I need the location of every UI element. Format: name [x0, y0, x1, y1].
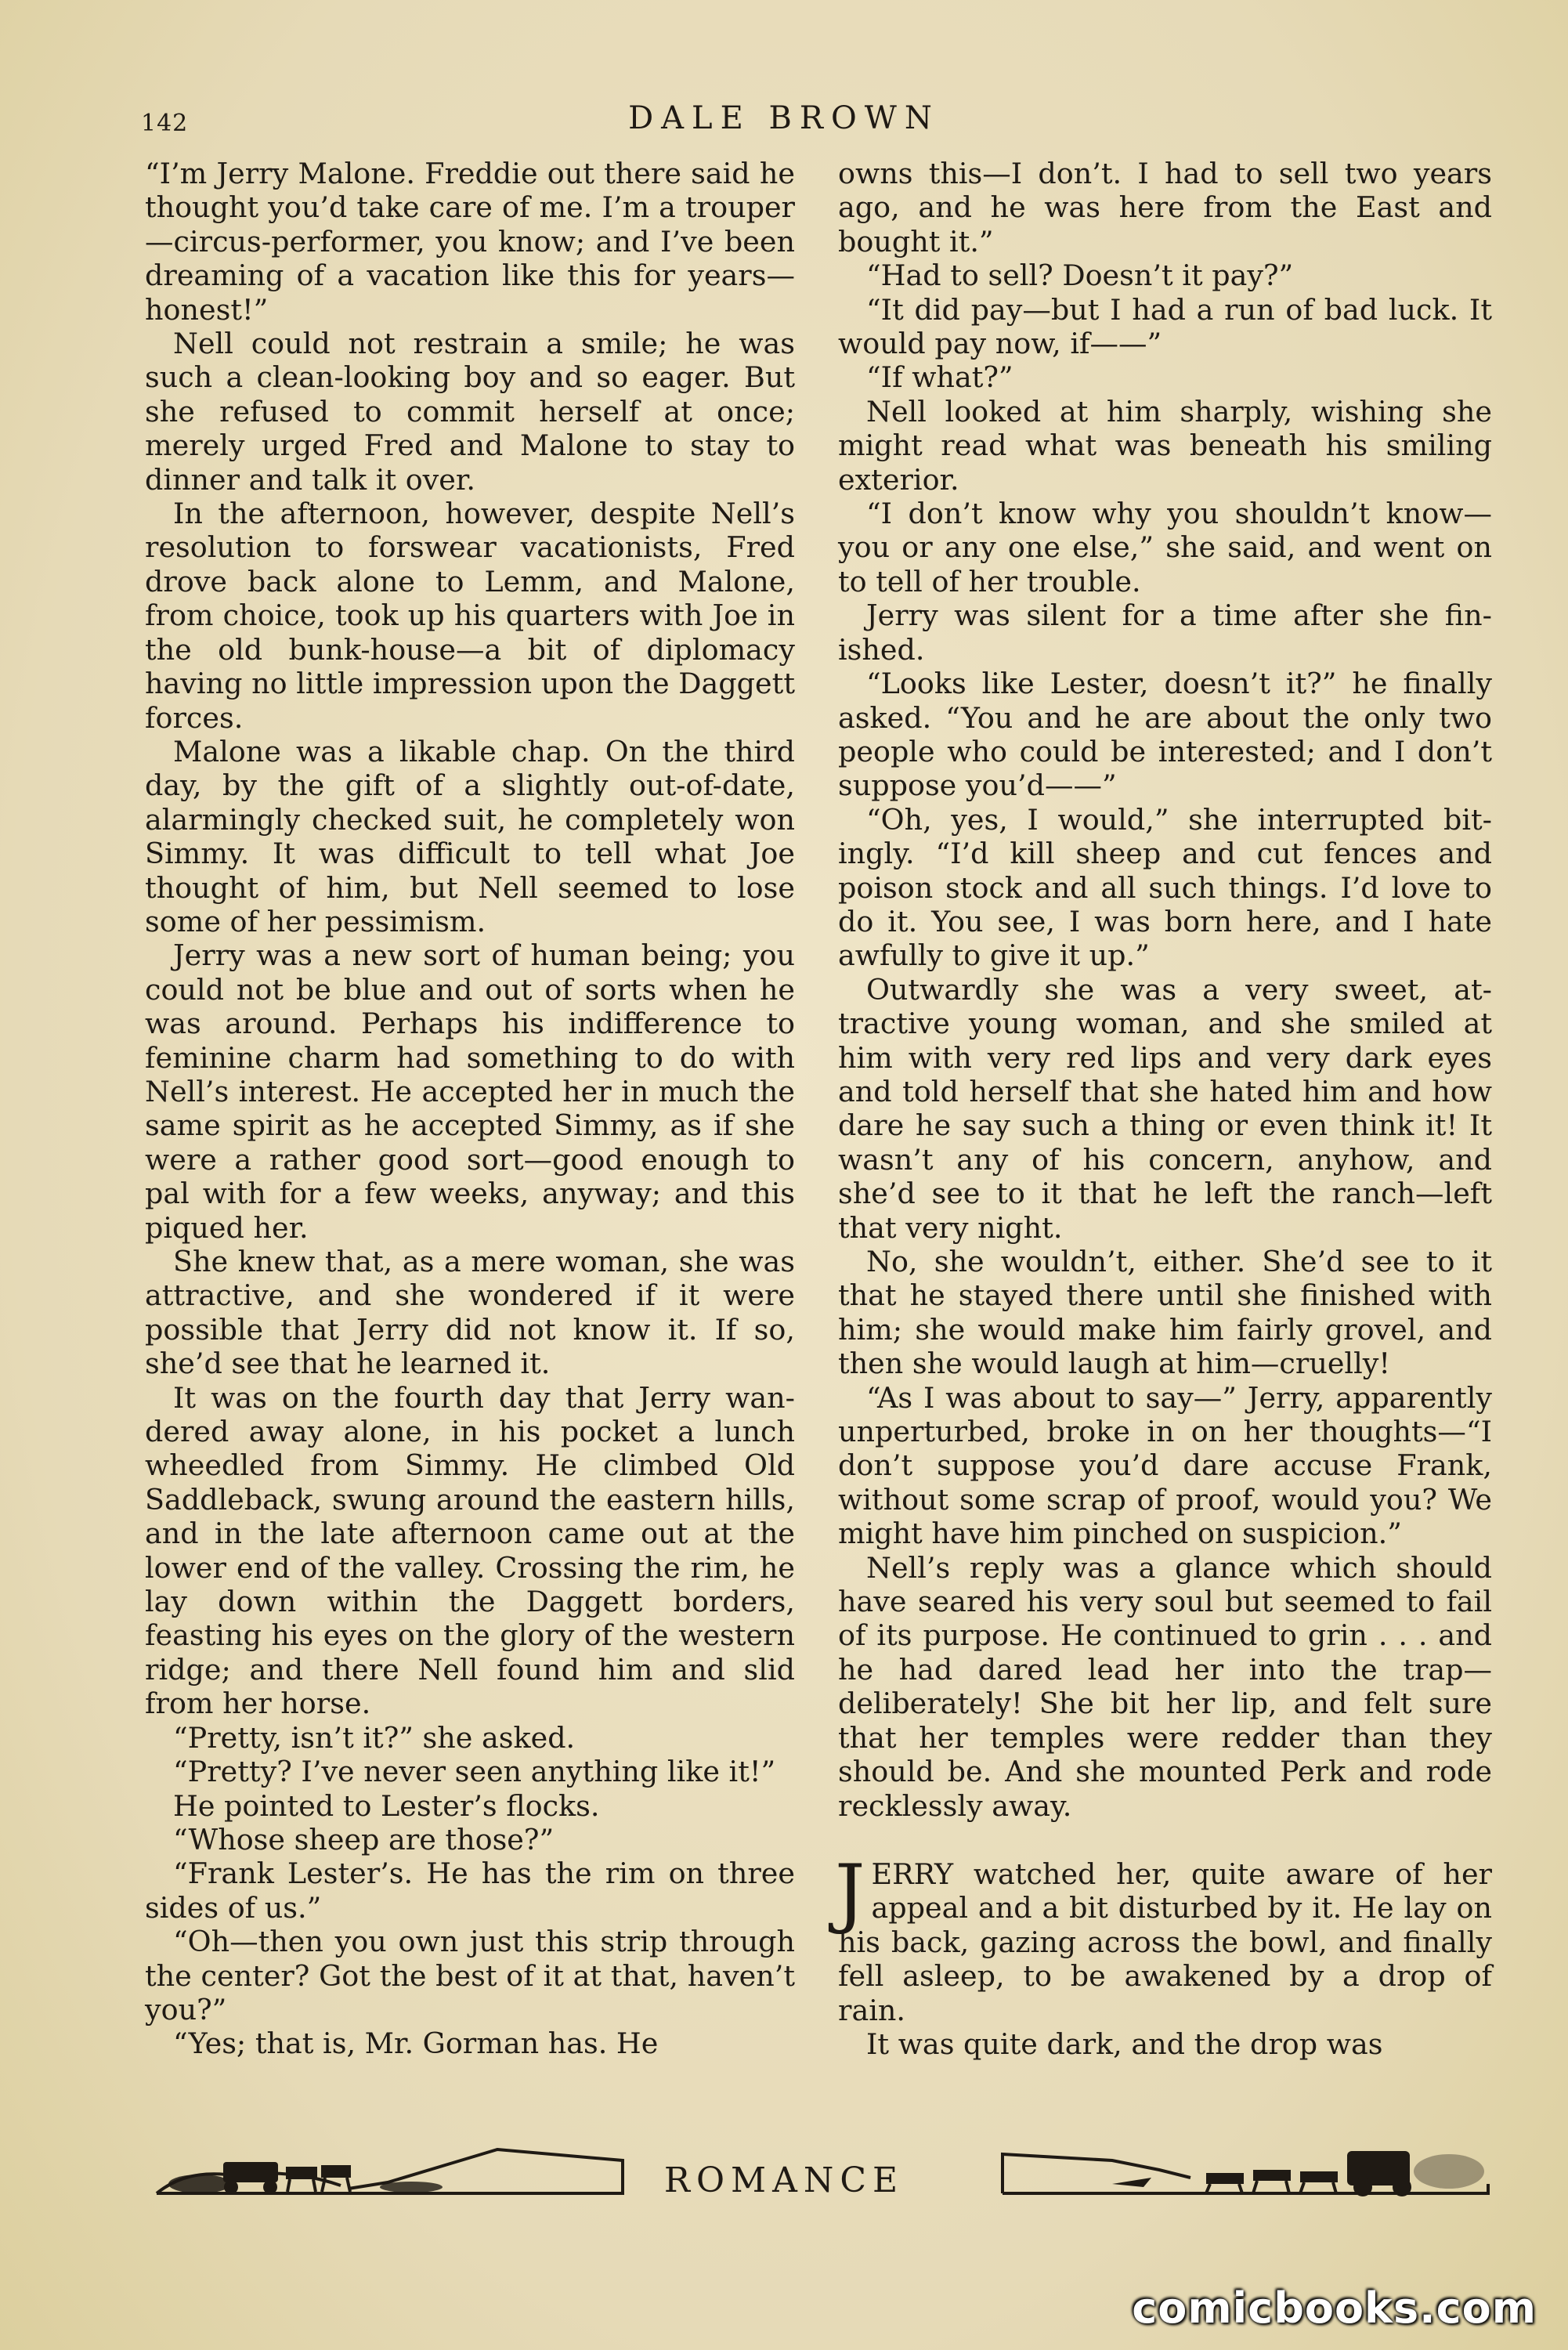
paragraph: No, she wouldn’t, either. She’d see to it that he stayed there until she finished with him; she would make him fairly grovel, and then she would laugh at him—cruelly!: [838, 1245, 1492, 1381]
paragraph: Nell’s reply was a glance which should have seared his very soul but seemed to fail of its purpose. He continued to grin . . . and he had dared lead her into the trap—deliberately! She bit her lip, and felt sure that her temples were redder than they should be. And she mounted Perk and rode recklessly away.: [838, 1550, 1492, 1823]
paragraph: Jerry was a new sort of human being; you could not be blue and out of sorts when he was around. Perhaps his indifference to feminine charm had something to do with Nell’s interest. He accepted her in much the same spirit as he accepted Simmy, as if she were a rather good sort—good enough to pal with for a few weeks, anyway; and this piqued her.: [145, 938, 795, 1245]
paragraph: It was quite dark, and the drop was: [866, 2026, 1383, 2061]
paragraph: owns this—I don’t. I had to sell two years ago, and he was here from the East and bought it.”: [838, 157, 1492, 258]
paragraph: “Pretty, isn’t it?” she asked.: [173, 1720, 576, 1755]
paragraph: “If what?”: [866, 360, 1013, 395]
paragraph: “Looks like Lester, doesn’t it?” he finally asked. “You and he are about the only two people who could be interested; and I don’t suppose you’d——”: [838, 667, 1492, 803]
paragraph: Nell looked at him sharply, wishing she might read what was beneath his smiling exterior.: [838, 394, 1492, 497]
paragraph: “Whose sheep are those?”: [173, 1822, 555, 1856]
section-break: [838, 1823, 1492, 1857]
paragraph: In the afternoon, however, despite Nell’s resolution to forswear vacationists, Fred drove back alone to Lemm, and Malone, from choice, took up his quarters with Joe in the old bunk-house—a bit of diplomacy having no little impression upon the Daggett forces.: [145, 497, 795, 735]
paragraph: “Pretty? I’ve never seen anything like it!”: [173, 1755, 776, 1789]
paragraph: She knew that, as a mere woman, she was attractive, and she wondered if it were possible that Jerry did not know it. If so, she’d see that he learned it.: [145, 1245, 795, 1381]
right-column: [835, 157, 1492, 2061]
paragraph: Malone was a likable chap. On the third day, by the gift of a slightly out-of-date, alarmingly checked suit, he completely won Simmy. It was difficult to tell what Joe thought of him, but Nell seemed to lose some of her pessimism.: [145, 734, 795, 938]
paragraph: “Oh—then you own just this strip through the center? Got the best of it at that, haven’t you?”: [145, 1925, 795, 2026]
left-column: [145, 157, 795, 2061]
paragraph: “Oh, yes, I would,” she interrupted bitingly. “I’d kill sheep and cut fences and poison stock and all such things. I’d love to do it. You see, I was born here, and I hate awfully to give it up.”: [838, 802, 1492, 973]
paragraph: Nell could not restrain a smile; he was such a clean-looking boy and so eager. But she refused to commit herself at once; merely urged Fred and Malone to stay to dinner and talk it over.: [145, 327, 795, 497]
drop-cap: J: [835, 1848, 865, 1936]
paragraph: He pointed to Lester’s flocks.: [173, 1788, 600, 1823]
paragraph: “As I was about to say—” Jerry, apparently unperturbed, broke in on her thoughts—“I don’t suppose you’d dare accuse Frank, without some scrap of proof, would you? We might have him pinched on suspicion.”: [838, 1380, 1492, 1551]
page-header: [0, 100, 1568, 139]
paragraph: “It did pay—but I had a run of bad luck. It would pay now, if——”: [838, 292, 1492, 361]
paragraph-text: ERRY watched her, quite aware of her appeal and a bit disturbed by it. He lay on his back, gazing across the bowl, and finally fell asleep, to be awakened by a drop of rain.: [838, 1856, 1492, 2027]
paragraph: Outwardly she was a very sweet, attractive young woman, and she smiled at him with very red lips and very dark eyes and told herself that she hated him and how dare he say such a thing or even think it! It wasn’t any of his concern, anyhow, and she’d see to it that he left the ranch—left that very night.: [838, 972, 1492, 1245]
paragraph: “Frank Lester’s. He has the rim on three sides of us.”: [145, 1856, 795, 1925]
paragraph: “Had to sell? Doesn’t it pay?”: [866, 258, 1294, 293]
paragraph: It was on the fourth day that Jerry wandered away alone, in his pocket a lunch wheedled from Simmy. He climbed Old Saddleback, swung around the eastern hills, and in the late afternoon came out at the lower end of the valley. Crossing the rim, he lay down within the Daggett borders, feasting his eyes on the glory of the western ridge; and there Nell found him and slid from her horse.: [145, 1380, 795, 1721]
section-opening-paragraph: [835, 1848, 1492, 2027]
running-title: DALE BROWN: [628, 100, 940, 136]
paragraph: “Yes; that is, Mr. Gorman has. He: [173, 2026, 659, 2061]
paragraph: Jerry was silent for a time after she finished.: [838, 598, 1492, 667]
paragraph: “I’m Jerry Malone. Freddie out there said he thought you’d take care of me. I’m a trouper—circus-performer, you know; and I’ve been dreaming of a vacation like this for years—honest!”: [145, 157, 795, 327]
paragraph: “I don’t know why you shouldn’t know—you or any one else,” she said, and went on to tell of her trouble.: [838, 497, 1492, 598]
footer-magazine-title: ROMANCE: [663, 2160, 905, 2200]
horse-carriage-illustration: [995, 2115, 1496, 2201]
page-number: 142: [141, 110, 189, 137]
page-footer: [0, 2115, 1568, 2200]
watermark: comicbooks.com: [1132, 2283, 1537, 2333]
